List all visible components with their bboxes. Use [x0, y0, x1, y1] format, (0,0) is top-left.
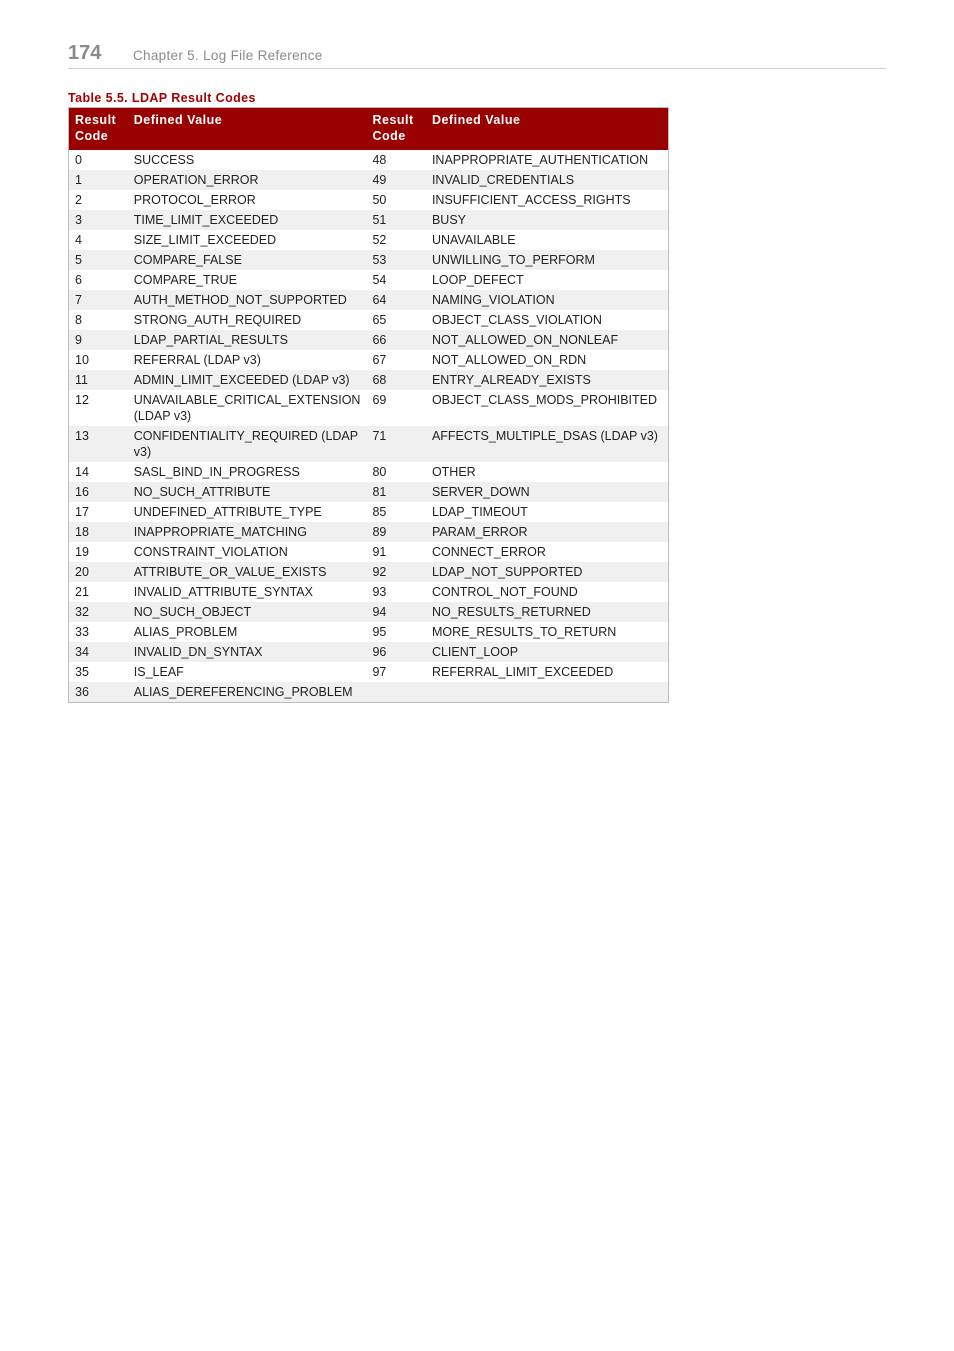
defined-value-cell: [426, 682, 669, 703]
defined-value-cell: COMPARE_FALSE: [128, 250, 367, 270]
defined-value-cell: UNAVAILABLE: [426, 230, 669, 250]
table-row: [69, 350, 669, 370]
result-code-cell: 89: [366, 522, 425, 542]
table-header-row: [69, 108, 669, 151]
table-row: [69, 250, 669, 270]
table-row: [69, 310, 669, 330]
defined-value-cell: CONSTRAINT_VIOLATION: [128, 542, 367, 562]
result-code-cell: 33: [69, 622, 128, 642]
result-code-cell: 0: [69, 150, 128, 170]
defined-value-cell: ALIAS_PROBLEM: [128, 622, 367, 642]
defined-value-cell: INVALID_DN_SYNTAX: [128, 642, 367, 662]
defined-value-cell: ENTRY_ALREADY_EXISTS: [426, 370, 669, 390]
result-code-cell: 92: [366, 562, 425, 582]
defined-value-cell: SASL_BIND_IN_PROGRESS: [128, 462, 367, 482]
table-caption: Table 5.5. LDAP Result Codes: [68, 91, 256, 105]
table-row: [69, 522, 669, 542]
result-code-cell: 48: [366, 150, 425, 170]
table-row: [69, 270, 669, 290]
defined-value-cell: BUSY: [426, 210, 669, 230]
result-code-cell: 1: [69, 170, 128, 190]
result-code-cell: 65: [366, 310, 425, 330]
defined-value-cell: CONTROL_NOT_FOUND: [426, 582, 669, 602]
result-code-cell: 32: [69, 602, 128, 622]
table-row: [69, 370, 669, 390]
table-row: [69, 622, 669, 642]
result-code-cell: 2: [69, 190, 128, 210]
defined-value-cell: OBJECT_CLASS_MODS_PROHIBITED: [426, 390, 669, 426]
result-code-cell: 52: [366, 230, 425, 250]
defined-value-cell: NAMING_VIOLATION: [426, 290, 669, 310]
result-code-cell: 95: [366, 622, 425, 642]
table-row: [69, 150, 669, 170]
result-code-cell: 97: [366, 662, 425, 682]
table-row: [69, 662, 669, 682]
defined-value-cell: SUCCESS: [128, 150, 367, 170]
defined-value-cell: UNAVAILABLE_CRITICAL_EXTENSION (LDAP v3): [128, 390, 367, 426]
result-code-cell: 10: [69, 350, 128, 370]
result-code-cell: [366, 682, 425, 703]
header-result-code: Result Code: [69, 108, 128, 151]
defined-value-cell: UNWILLING_TO_PERFORM: [426, 250, 669, 270]
defined-value-cell: OPERATION_ERROR: [128, 170, 367, 190]
chapter-title: Chapter 5. Log File Reference: [133, 48, 323, 63]
defined-value-cell: TIME_LIMIT_EXCEEDED: [128, 210, 367, 230]
result-code-cell: 49: [366, 170, 425, 190]
header-defined-value: Defined Value: [128, 108, 367, 151]
ldap-result-codes-table: [68, 107, 669, 703]
defined-value-cell: REFERRAL (LDAP v3): [128, 350, 367, 370]
result-code-cell: 20: [69, 562, 128, 582]
defined-value-cell: AFFECTS_MULTIPLE_DSAS (LDAP v3): [426, 426, 669, 462]
result-code-cell: 94: [366, 602, 425, 622]
defined-value-cell: AUTH_METHOD_NOT_SUPPORTED: [128, 290, 367, 310]
table-row: [69, 170, 669, 190]
defined-value-cell: ALIAS_DEREFERENCING_PROBLEM: [128, 682, 367, 703]
defined-value-cell: MORE_RESULTS_TO_RETURN: [426, 622, 669, 642]
defined-value-cell: ADMIN_LIMIT_EXCEEDED (LDAP v3): [128, 370, 367, 390]
result-code-cell: 53: [366, 250, 425, 270]
result-code-cell: 7: [69, 290, 128, 310]
result-code-cell: 35: [69, 662, 128, 682]
result-code-cell: 81: [366, 482, 425, 502]
result-code-cell: 50: [366, 190, 425, 210]
result-code-cell: 54: [366, 270, 425, 290]
defined-value-cell: LDAP_TIMEOUT: [426, 502, 669, 522]
table-row: [69, 462, 669, 482]
table-row: [69, 642, 669, 662]
result-code-cell: 66: [366, 330, 425, 350]
result-code-cell: 13: [69, 426, 128, 462]
result-code-cell: 14: [69, 462, 128, 482]
result-code-cell: 67: [366, 350, 425, 370]
result-code-cell: 34: [69, 642, 128, 662]
defined-value-cell: NO_SUCH_ATTRIBUTE: [128, 482, 367, 502]
defined-value-cell: NOT_ALLOWED_ON_NONLEAF: [426, 330, 669, 350]
defined-value-cell: NOT_ALLOWED_ON_RDN: [426, 350, 669, 370]
result-code-cell: 64: [366, 290, 425, 310]
defined-value-cell: IS_LEAF: [128, 662, 367, 682]
result-code-cell: 18: [69, 522, 128, 542]
result-code-cell: 68: [366, 370, 425, 390]
defined-value-cell: UNDEFINED_ATTRIBUTE_TYPE: [128, 502, 367, 522]
table-row: [69, 210, 669, 230]
defined-value-cell: STRONG_AUTH_REQUIRED: [128, 310, 367, 330]
result-code-cell: 19: [69, 542, 128, 562]
result-code-cell: 69: [366, 390, 425, 426]
defined-value-cell: INSUFFICIENT_ACCESS_RIGHTS: [426, 190, 669, 210]
result-code-cell: 3: [69, 210, 128, 230]
defined-value-cell: COMPARE_TRUE: [128, 270, 367, 290]
header-result-code-2: Result Code: [366, 108, 425, 151]
defined-value-cell: LDAP_PARTIAL_RESULTS: [128, 330, 367, 350]
defined-value-cell: CONFIDENTIALITY_REQUIRED (LDAP v3): [128, 426, 367, 462]
table-row: [69, 190, 669, 210]
defined-value-cell: CLIENT_LOOP: [426, 642, 669, 662]
table-row: [69, 330, 669, 350]
header-defined-value-2: Defined Value: [426, 108, 669, 151]
table-row: [69, 390, 669, 426]
result-code-cell: 8: [69, 310, 128, 330]
defined-value-cell: REFERRAL_LIMIT_EXCEEDED: [426, 662, 669, 682]
result-code-cell: 71: [366, 426, 425, 462]
defined-value-cell: INAPPROPRIATE_MATCHING: [128, 522, 367, 542]
defined-value-cell: INVALID_ATTRIBUTE_SYNTAX: [128, 582, 367, 602]
defined-value-cell: PROTOCOL_ERROR: [128, 190, 367, 210]
table-row: [69, 426, 669, 462]
result-code-cell: 93: [366, 582, 425, 602]
defined-value-cell: LDAP_NOT_SUPPORTED: [426, 562, 669, 582]
defined-value-cell: PARAM_ERROR: [426, 522, 669, 542]
result-code-cell: 9: [69, 330, 128, 350]
defined-value-cell: NO_RESULTS_RETURNED: [426, 602, 669, 622]
result-code-cell: 85: [366, 502, 425, 522]
result-code-cell: 6: [69, 270, 128, 290]
defined-value-cell: OTHER: [426, 462, 669, 482]
defined-value-cell: OBJECT_CLASS_VIOLATION: [426, 310, 669, 330]
result-code-cell: 21: [69, 582, 128, 602]
result-code-cell: 91: [366, 542, 425, 562]
table-row: [69, 682, 669, 703]
result-code-cell: 4: [69, 230, 128, 250]
result-code-cell: 16: [69, 482, 128, 502]
page-header: [68, 40, 886, 69]
page-number: 174: [68, 42, 102, 64]
defined-value-cell: SERVER_DOWN: [426, 482, 669, 502]
table-row: [69, 582, 669, 602]
table-row: [69, 542, 669, 562]
defined-value-cell: CONNECT_ERROR: [426, 542, 669, 562]
table-row: [69, 602, 669, 622]
defined-value-cell: INVALID_CREDENTIALS: [426, 170, 669, 190]
defined-value-cell: ATTRIBUTE_OR_VALUE_EXISTS: [128, 562, 367, 582]
defined-value-cell: INAPPROPRIATE_AUTHENTICATION: [426, 150, 669, 170]
table-body: [69, 150, 669, 703]
defined-value-cell: LOOP_DEFECT: [426, 270, 669, 290]
result-code-cell: 5: [69, 250, 128, 270]
defined-value-cell: NO_SUCH_OBJECT: [128, 602, 367, 622]
result-code-cell: 36: [69, 682, 128, 703]
defined-value-cell: SIZE_LIMIT_EXCEEDED: [128, 230, 367, 250]
table-row: [69, 482, 669, 502]
result-code-cell: 96: [366, 642, 425, 662]
table-row: [69, 290, 669, 310]
table-row: [69, 230, 669, 250]
result-code-cell: 17: [69, 502, 128, 522]
result-code-cell: 80: [366, 462, 425, 482]
result-code-cell: 51: [366, 210, 425, 230]
table-row: [69, 562, 669, 582]
table-row: [69, 502, 669, 522]
result-code-cell: 11: [69, 370, 128, 390]
result-code-cell: 12: [69, 390, 128, 426]
